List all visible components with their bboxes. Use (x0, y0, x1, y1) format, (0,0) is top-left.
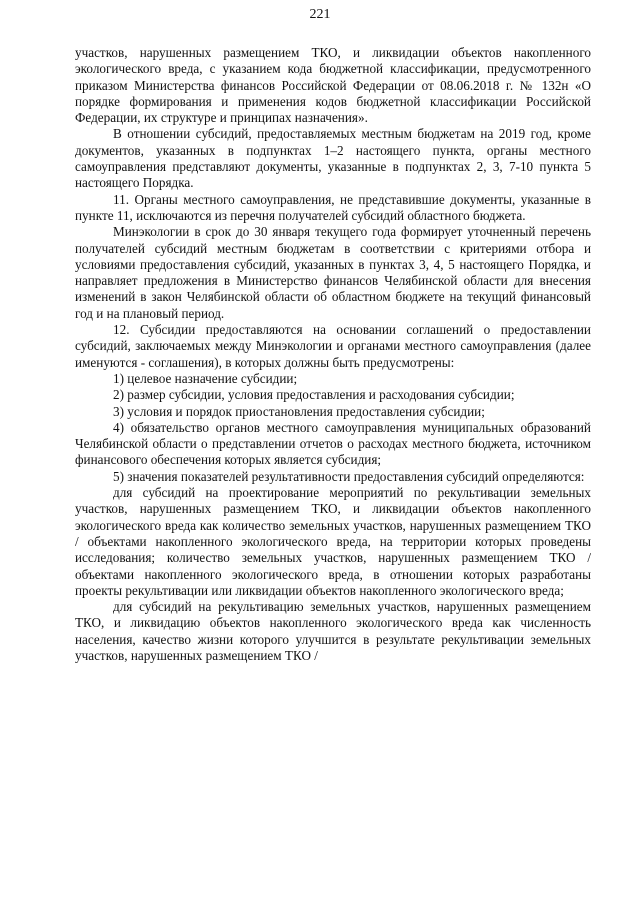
paragraph: для субсидий на рекультивацию земельных участков, нарушенных размещением ТКО, и ликвидацию объектов накопленного экологического вреда как численность населения, качество жизни которого улучшится в результате рекультивации земельных участков, нарушенных размещением ТКО / (75, 599, 591, 663)
paragraph: для субсидий на проектирование мероприятий по рекультивации земельных участков, нарушенных размещением ТКО, и ликвидации объектов накопленного экологического вреда как количество земельных участков, нарушенных размещением ТКО / объектами накопленного экологического вреда, на территории которых проведены исследования; количество земельных участков, нарушенных размещением ТКО / объектами накопленного экологического вреда, в отношении которых разработаны проекты рекультивации или ликвидации объектов накопленного экологического вреда; (75, 485, 591, 598)
paragraph: В отношении субсидий, предоставляемых местным бюджетам на 2019 год, кроме документов, указанных в подпунктах 1–2 настоящего пункта, органы местного самоуправления представляют документы, указанные в подпунктах 2, 3, 7-10 пункта 5 настоящего Порядка. (75, 126, 591, 191)
page-number: 221 (309, 7, 331, 22)
list-item: 3) условия и порядок приостановления предоставления субсидии; (113, 403, 485, 419)
list-item: 2) размер субсидии, условия предоставления и расходования субсидии; (113, 387, 515, 403)
paragraph: участков, нарушенных размещением ТКО, и ликвидации объектов накопленного экологического вреда, с указанием кода бюджетной классификации, предусмотренного приказом Министерства финансов Российской Федерации от 08.06.2018 г. № 132н «О порядке формирования и применения кодов бюджетной классификации Российской Федерации, их структуре и принципах назначения». (75, 45, 591, 126)
list-item: 5) значения показателей результативности предоставления субсидий определяются: (113, 468, 585, 484)
paragraph: 12. Субсидии предоставляются на основании соглашений о предоставлении субсидий, заключаемых между Минэкологии и органами местного самоуправления (далее именуются - соглашения), в которых должны быть предусмотрены: (75, 322, 591, 370)
document-body (75, 45, 591, 664)
list-item: 4) обязательство органов местного самоуправления муниципальных образований Челябинской области о представлении отчетов о расходах местного бюджета, источником финансового обеспечения которых является субсидия; (75, 419, 591, 468)
list-item: 1) целевое назначение субсидии; (113, 370, 298, 386)
paragraph: 11. Органы местного самоуправления, не представившие документы, указанные в пункте 11, исключаются из перечня получателей субсидий областного бюджета. (75, 191, 591, 223)
paragraph: Минэкологии в срок до 30 января текущего года формирует уточненный перечень получателей субсидий местным бюджетам в соответствии с критериями отбора и условиями предоставления субсидий, указанных в пунктах 3, 4, 5 настоящего Порядка, и направляет предложения в Министерство финансов Челябинской области для внесения изменений в закон Челябинской области об областном бюджете на текущий финансовый год и на плановый период. (75, 224, 591, 321)
